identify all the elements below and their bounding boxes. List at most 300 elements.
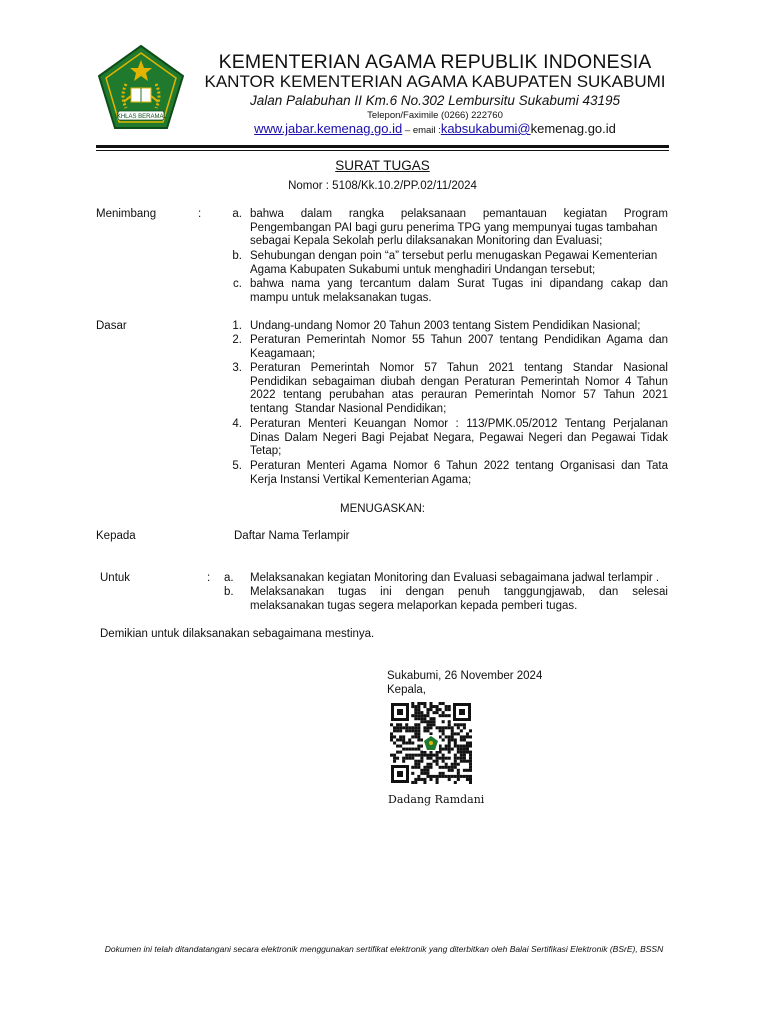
qr-module xyxy=(414,760,417,763)
qr-module xyxy=(420,702,423,705)
qr-module xyxy=(417,702,420,705)
qr-module xyxy=(390,738,393,741)
qr-module xyxy=(423,717,426,720)
qr-module xyxy=(436,751,439,754)
dasar-label: Dasar xyxy=(96,320,127,332)
qr-module xyxy=(469,754,472,757)
qr-module xyxy=(463,769,466,772)
qr-module xyxy=(411,757,414,760)
qr-module xyxy=(448,723,451,726)
qr-module xyxy=(442,760,445,763)
qr-module xyxy=(429,766,432,769)
qr-module xyxy=(433,754,436,757)
qr-module xyxy=(454,781,457,784)
qr-module xyxy=(417,714,420,717)
qr-module xyxy=(436,705,439,708)
qr-module xyxy=(439,751,442,754)
qr-module xyxy=(423,705,426,708)
qr-module xyxy=(405,757,408,760)
qr-module xyxy=(460,729,463,732)
qr-module xyxy=(439,702,442,705)
qr-module xyxy=(417,775,420,778)
qr-module xyxy=(423,772,426,775)
qr-module xyxy=(442,738,445,741)
kepada-value: Daftar Nama Terlampir xyxy=(234,530,350,542)
qr-module xyxy=(442,775,445,778)
qr-module xyxy=(420,717,423,720)
qr-module xyxy=(408,757,411,760)
qr-module xyxy=(442,766,445,769)
qr-module xyxy=(442,748,445,751)
qr-module xyxy=(436,754,439,757)
qr-module xyxy=(442,772,445,775)
qr-module xyxy=(460,745,463,748)
qr-module xyxy=(442,726,445,729)
qr-module xyxy=(454,741,457,744)
qr-module xyxy=(466,769,469,772)
qr-module xyxy=(442,702,445,705)
dasar-marker-2: 2. xyxy=(232,334,242,346)
email-domain: kemenag.go.id xyxy=(530,121,616,136)
qr-module xyxy=(466,745,469,748)
qr-module xyxy=(414,735,417,738)
qr-module xyxy=(436,775,439,778)
website-link[interactable]: www.jabar.kemenag.go.id xyxy=(254,121,403,136)
qr-module xyxy=(429,751,432,754)
qr-module xyxy=(445,766,448,769)
document-number: Nomor : 5108/Kk.10.2/PP.02/11/2024 xyxy=(288,180,477,192)
qr-module xyxy=(463,748,466,751)
qr-module xyxy=(448,778,451,781)
signature-qr-code xyxy=(390,702,472,784)
qr-module xyxy=(457,732,460,735)
qr-module xyxy=(411,766,414,769)
qr-module xyxy=(445,748,448,751)
qr-module xyxy=(457,775,460,778)
qr-module xyxy=(463,775,466,778)
qr-module xyxy=(399,751,402,754)
qr-module xyxy=(414,714,417,717)
qr-module xyxy=(390,754,393,757)
qr-module xyxy=(429,775,432,778)
qr-module xyxy=(390,735,393,738)
qr-module xyxy=(445,708,448,711)
menimbang-marker-c: c. xyxy=(233,278,242,290)
qr-module xyxy=(420,745,423,748)
qr-module xyxy=(445,757,448,760)
qr-module xyxy=(457,745,460,748)
qr-module xyxy=(429,757,432,760)
qr-module xyxy=(463,726,466,729)
qr-module xyxy=(469,751,472,754)
qr-module xyxy=(423,781,426,784)
qr-module xyxy=(429,702,432,705)
qr-module xyxy=(402,760,405,763)
qr-module xyxy=(433,717,436,720)
qr-module xyxy=(417,738,420,741)
qr-module xyxy=(420,760,423,763)
qr-module xyxy=(448,714,451,717)
dasar-item-5: Peraturan Menteri Agama Nomor 6 Tahun 2022 tentang Organisasi dan Tata Kerja Instansi Vertikal Kementerian Agama; xyxy=(250,460,668,486)
menimbang-colon: : xyxy=(198,208,202,220)
qr-module xyxy=(423,769,426,772)
qr-module xyxy=(405,741,408,744)
qr-module xyxy=(433,760,436,763)
qr-module xyxy=(405,729,408,732)
qr-module xyxy=(414,781,417,784)
qr-module xyxy=(469,769,472,772)
menimbang-item-a: bahwa dalam rangka pelaksanaan pemantauan kegiatan Program Pengembangan PAI bagi guru penerima TPG yang mempunyai tugas tambahan sebagai Kepala Sekolah perlu dilaksanakan Monitoring dan Evaluasi; xyxy=(250,208,668,248)
qr-module xyxy=(408,729,411,732)
qr-module xyxy=(463,723,466,726)
qr-module xyxy=(454,738,457,741)
email-prefix: – email : xyxy=(402,125,441,136)
qr-module xyxy=(420,711,423,714)
office-phone: Telepon/Faximile (0266) 222760 xyxy=(367,110,503,121)
qr-module xyxy=(436,763,439,766)
qr-module xyxy=(460,735,463,738)
qr-module xyxy=(433,775,436,778)
qr-module xyxy=(423,702,426,705)
qr-module xyxy=(448,726,451,729)
qr-module xyxy=(429,732,432,735)
qr-module xyxy=(460,723,463,726)
qr-module xyxy=(429,720,432,723)
qr-module xyxy=(396,745,399,748)
qr-module xyxy=(454,745,457,748)
qr-module xyxy=(463,760,466,763)
qr-module xyxy=(454,775,457,778)
qr-module xyxy=(393,757,396,760)
qr-module xyxy=(433,723,436,726)
qr-module xyxy=(399,735,402,738)
qr-module xyxy=(448,741,451,744)
qr-module xyxy=(408,726,411,729)
qr-module xyxy=(417,705,420,708)
qr-module xyxy=(426,754,429,757)
qr-module xyxy=(454,757,457,760)
qr-module xyxy=(420,714,423,717)
header-rule-thick xyxy=(96,145,669,148)
qr-module xyxy=(448,720,451,723)
qr-module xyxy=(448,708,451,711)
qr-module xyxy=(448,775,451,778)
qr-module xyxy=(393,735,396,738)
qr-module xyxy=(423,729,426,732)
qr-module xyxy=(460,738,463,741)
qr-module xyxy=(433,720,436,723)
qr-module xyxy=(402,726,405,729)
qr-module xyxy=(411,705,414,708)
qr-module xyxy=(451,766,454,769)
qr-module xyxy=(420,738,423,741)
qr-module xyxy=(463,735,466,738)
qr-module xyxy=(417,717,420,720)
kemenag-logo xyxy=(96,44,186,132)
qr-module xyxy=(457,769,460,772)
qr-module xyxy=(411,754,414,757)
qr-module xyxy=(442,732,445,735)
qr-module xyxy=(417,745,420,748)
qr-module xyxy=(457,778,460,781)
qr-module xyxy=(454,723,457,726)
dasar-item-2: Peraturan Pemerintah Nomor 55 Tahun 2007 tentang Pendidikan Agama dan Keagamaan; xyxy=(250,334,668,360)
qr-module xyxy=(469,781,472,784)
menimbang-marker-a: a. xyxy=(232,208,242,220)
qr-module xyxy=(420,720,423,723)
qr-module xyxy=(414,717,417,720)
qr-module xyxy=(420,772,423,775)
qr-module xyxy=(396,738,399,741)
qr-module xyxy=(420,751,423,754)
qr-module xyxy=(417,729,420,732)
qr-module xyxy=(445,775,448,778)
qr-module xyxy=(460,775,463,778)
qr-module xyxy=(466,735,469,738)
qr-module xyxy=(429,708,432,711)
qr-module xyxy=(451,732,454,735)
qr-module xyxy=(429,778,432,781)
qr-module xyxy=(454,732,457,735)
qr-module xyxy=(451,769,454,772)
qr-module xyxy=(445,714,448,717)
qr-module xyxy=(393,729,396,732)
qr-module xyxy=(457,751,460,754)
qr-module xyxy=(469,735,472,738)
signature-place-date: Sukabumi, 26 November 2024 xyxy=(387,670,543,682)
qr-module xyxy=(448,705,451,708)
contact-line xyxy=(190,121,680,136)
qr-module xyxy=(439,775,442,778)
qr-module xyxy=(414,778,417,781)
qr-module xyxy=(445,745,448,748)
qr-module xyxy=(460,754,463,757)
qr-module xyxy=(439,757,442,760)
qr-module xyxy=(469,778,472,781)
qr-module xyxy=(466,778,469,781)
qr-module xyxy=(426,729,429,732)
menimbang-marker-b: b. xyxy=(232,250,242,262)
qr-module xyxy=(411,729,414,732)
qr-module xyxy=(414,763,417,766)
qr-module xyxy=(414,708,417,711)
qr-module xyxy=(402,735,405,738)
qr-module xyxy=(393,726,396,729)
qr-module xyxy=(417,711,420,714)
qr-module xyxy=(429,763,432,766)
e-signature-footer: Dokumen ini telah ditandatangani secara elektronik menggunakan sertifikat elektronik yang diterbitkan oleh Balai Sertifikasi Elektronik (BSrE), BSSN xyxy=(104,944,664,954)
qr-module xyxy=(393,754,396,757)
qr-module xyxy=(454,763,457,766)
qr-module xyxy=(463,738,466,741)
qr-module xyxy=(393,741,396,744)
qr-module xyxy=(457,726,460,729)
qr-module xyxy=(466,775,469,778)
signatory-name: Dadang Ramdani xyxy=(388,793,485,806)
qr-module xyxy=(454,766,457,769)
office-address: Jalan Palabuhan II Km.6 No.302 Lembursitu Sukabumi 43195 xyxy=(250,93,620,108)
qr-module xyxy=(411,702,414,705)
qr-module xyxy=(411,772,414,775)
qr-module xyxy=(442,729,445,732)
email-link[interactable]: kabsukabumi@ xyxy=(440,121,531,136)
dasar-marker-5: 5. xyxy=(232,460,242,472)
qr-module xyxy=(402,748,405,751)
dasar-item-1: Undang-undang Nomor 20 Tahun 2003 tentang Sistem Pendidikan Nasional; xyxy=(250,320,641,332)
qr-module xyxy=(442,714,445,717)
qr-module xyxy=(423,720,426,723)
qr-module xyxy=(423,754,426,757)
qr-module xyxy=(420,754,423,757)
qr-module xyxy=(429,717,432,720)
qr-module xyxy=(448,748,451,751)
qr-module xyxy=(417,763,420,766)
qr-module xyxy=(426,711,429,714)
qr-module xyxy=(426,708,429,711)
qr-module xyxy=(466,732,469,735)
qr-module xyxy=(393,760,396,763)
menugaskan-heading: MENUGASKAN: xyxy=(340,503,425,515)
qr-module xyxy=(426,766,429,769)
qr-module xyxy=(439,708,442,711)
menimbang-label: Menimbang xyxy=(96,208,157,220)
qr-module xyxy=(469,729,472,732)
qr-module xyxy=(451,738,454,741)
qr-module xyxy=(442,757,445,760)
qr-module xyxy=(448,766,451,769)
qr-module xyxy=(460,757,463,760)
qr-module xyxy=(439,745,442,748)
qr-module xyxy=(429,705,432,708)
untuk-colon: : xyxy=(207,572,211,584)
qr-module xyxy=(451,729,454,732)
qr-module xyxy=(417,778,420,781)
dasar-item-3: Peraturan Pemerintah Nomor 57 Tahun 2021 tentang Standar Nasional Pendidikan sebagaiman diubah dengan Peraturan Pemerintah Nomor 4 Tahun 2022 tentang perubahan atas perauran Pemerintah Nomor 57 Tahun 2021 tentang Standar Nasional Pendidikan; xyxy=(250,362,668,415)
qr-module xyxy=(426,763,429,766)
qr-module xyxy=(448,757,451,760)
menimbang-item-b: Sehubungan dengan poin “a” tersebut perlu menugaskan Pegawai Kementerian Agama Kabupaten Sukabumi untuk menghadiri Undangan tersebut; xyxy=(250,250,658,276)
dasar-marker-1: 1. xyxy=(232,320,242,332)
qr-module xyxy=(469,757,472,760)
qr-module xyxy=(466,748,469,751)
qr-module xyxy=(396,723,399,726)
qr-module xyxy=(436,726,439,729)
qr-module xyxy=(426,726,429,729)
qr-module xyxy=(426,757,429,760)
qr-module xyxy=(426,769,429,772)
menimbang-item-c: bahwa nama yang tercantum dalam Surat Tugas ini dipandang cakap dan mampu untuk melaksanakan tugas. xyxy=(250,278,668,304)
qr-module xyxy=(408,754,411,757)
qr-module xyxy=(414,766,417,769)
qr-module xyxy=(423,778,426,781)
qr-module xyxy=(436,781,439,784)
qr-module xyxy=(420,778,423,781)
qr-module xyxy=(442,754,445,757)
office-name: KANTOR KEMENTERIAN AGAMA KABUPATEN SUKABUMI xyxy=(204,72,666,91)
qr-module xyxy=(439,748,442,751)
qr-module xyxy=(411,781,414,784)
qr-module xyxy=(414,748,417,751)
qr-module xyxy=(414,754,417,757)
header-rule-thin xyxy=(96,150,669,151)
qr-module xyxy=(405,726,408,729)
untuk-label: Untuk xyxy=(100,572,131,584)
signature-position: Kepala, xyxy=(387,684,427,696)
qr-module xyxy=(460,748,463,751)
qr-module xyxy=(411,726,414,729)
qr-module xyxy=(414,732,417,735)
kepada-label: Kepada xyxy=(96,530,136,542)
qr-module xyxy=(399,745,402,748)
qr-module xyxy=(399,738,402,741)
document-title: SURAT TUGAS xyxy=(335,158,430,173)
qr-module xyxy=(399,726,402,729)
qr-module xyxy=(469,741,472,744)
qr-module xyxy=(448,751,451,754)
qr-module xyxy=(436,708,439,711)
qr-module xyxy=(396,729,399,732)
qr-module xyxy=(402,741,405,744)
qr-module xyxy=(411,741,414,744)
qr-module xyxy=(445,763,448,766)
untuk-item-b: Melaksanakan tugas ini dengan penuh tanggungjawab, dan selesai melaksanakan tugas segera melaporkan kepada pemberi tugas. xyxy=(250,586,668,612)
qr-module xyxy=(399,729,402,732)
untuk-item-a: Melaksanakan kegiatan Monitoring dan Evaluasi sebagaimana jadwal terlampir . xyxy=(250,572,660,584)
qr-module xyxy=(417,760,420,763)
qr-module xyxy=(426,720,429,723)
qr-module xyxy=(451,763,454,766)
qr-module xyxy=(448,735,451,738)
qr-module xyxy=(439,726,442,729)
qr-module xyxy=(466,751,469,754)
qr-module xyxy=(417,732,420,735)
qr-module xyxy=(417,748,420,751)
qr-module xyxy=(426,775,429,778)
qr-module xyxy=(442,711,445,714)
qr-module xyxy=(396,757,399,760)
qr-module xyxy=(396,726,399,729)
qr-module xyxy=(463,754,466,757)
qr-module xyxy=(426,772,429,775)
qr-module xyxy=(457,723,460,726)
qr-module xyxy=(423,766,426,769)
qr-module xyxy=(469,766,472,769)
qr-module xyxy=(402,757,405,760)
qr-module xyxy=(439,735,442,738)
qr-module xyxy=(466,760,469,763)
qr-module xyxy=(439,766,442,769)
qr-module xyxy=(414,726,417,729)
dasar-marker-4: 4. xyxy=(232,418,242,430)
qr-module xyxy=(469,775,472,778)
qr-module xyxy=(411,735,414,738)
qr-module xyxy=(445,726,448,729)
qr-module xyxy=(469,760,472,763)
qr-module xyxy=(454,754,457,757)
qr-module xyxy=(439,714,442,717)
qr-module xyxy=(451,735,454,738)
qr-module xyxy=(399,723,402,726)
qr-module xyxy=(414,723,417,726)
qr-module xyxy=(417,726,420,729)
qr-module xyxy=(445,735,448,738)
qr-module xyxy=(417,708,420,711)
qr-module xyxy=(463,751,466,754)
qr-module xyxy=(451,748,454,751)
qr-module xyxy=(390,723,393,726)
qr-module xyxy=(408,748,411,751)
qr-module xyxy=(469,745,472,748)
